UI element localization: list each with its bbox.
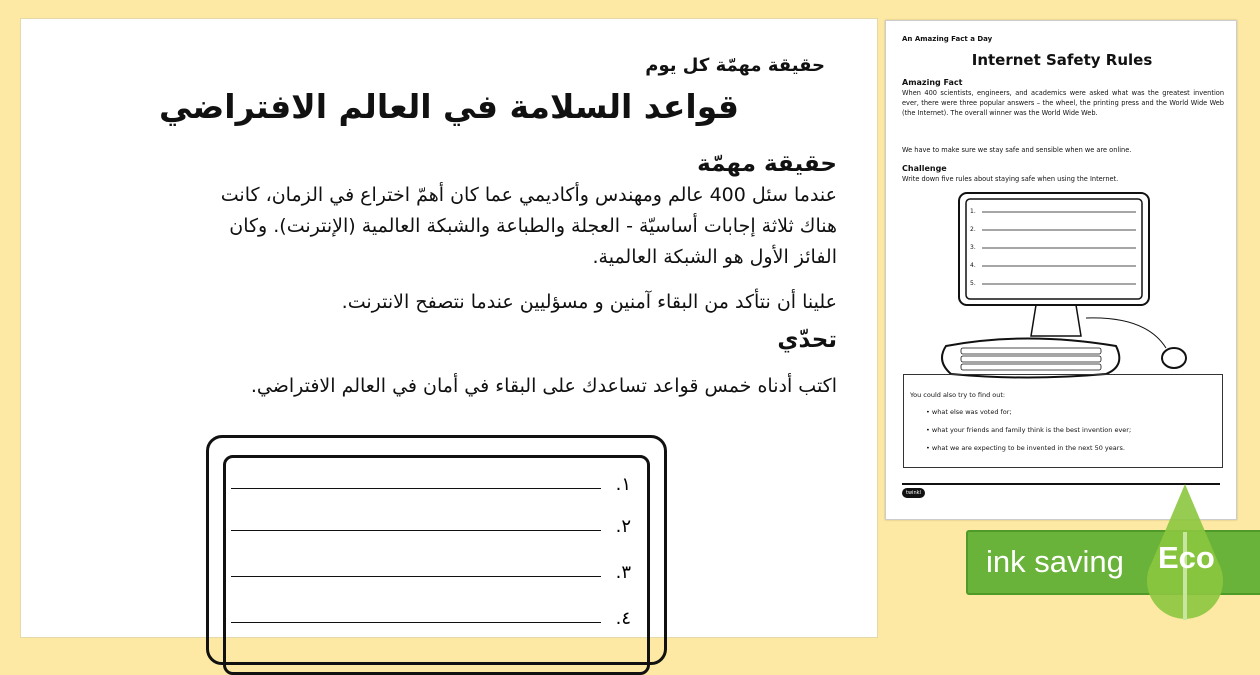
worksheet-title: قواعد السلامة في العالم الافتراضي: [158, 87, 739, 126]
rule-number: ٤.: [615, 608, 631, 629]
challenge-text: اكتب أدناه خمس قواعد تساعدك على البقاء في أمان في العالم الافتراضي.: [250, 375, 837, 397]
rule-line-2[interactable]: [231, 507, 631, 537]
rule-number: ١.: [615, 474, 631, 495]
eco-label: Eco: [1158, 540, 1215, 575]
preview-challenge-text: Write down five rules about staying safe when using the Internet.: [902, 175, 1119, 183]
preview-safety-line: We have to make sure we stay safe and sensible when we are online.: [902, 146, 1132, 154]
computer-drawing: [886, 186, 1238, 386]
preview-fact-heading: Amazing Fact: [902, 78, 963, 87]
fact-line: عندما سئل 400 عالم ومهندس وأكاديمي عما كان أهمّ اختراع في الزمان، كانت: [220, 184, 837, 206]
challenge-heading: تحدّي: [777, 327, 837, 353]
preview-extra-box: [903, 374, 1223, 468]
worksheet-kicker: حقيقة مهمّة كل يوم: [645, 55, 825, 76]
fact-line: الفائز الأول هو الشبكة العالمية.: [592, 246, 837, 268]
preview-rule-number: 4.: [970, 262, 976, 269]
preview-extra-item: • what we are expecting to be invented in the next 50 years.: [926, 444, 1125, 452]
rule-line-4[interactable]: [231, 599, 631, 629]
twinkl-logo: twinkl: [902, 488, 925, 498]
preview-title: Internet Safety Rules: [971, 51, 1153, 69]
preview-extra-item: • what else was voted for;: [926, 408, 1012, 416]
preview-rule-number: 2.: [970, 226, 976, 233]
ink-saving-label: ink saving: [986, 544, 1124, 579]
english-preview-thumbnail[interactable]: [885, 20, 1237, 520]
safety-line: علينا أن نتأكد من البقاء آمنين و مسؤليين عندما نتصفح الانترنت.: [341, 291, 837, 313]
preview-challenge-heading: Challenge: [902, 164, 947, 173]
preview-rule-number: 5.: [970, 280, 976, 287]
preview-kicker: An Amazing Fact a Day: [902, 35, 993, 43]
rule-line-3[interactable]: [231, 553, 631, 583]
worksheet-page: [20, 18, 878, 638]
preview-rule-number: 1.: [970, 208, 976, 215]
preview-rule-number: 3.: [970, 244, 976, 251]
preview-extra-item: • what your friends and family think is the best invention ever;: [926, 426, 1132, 434]
preview-extra-heading: You could also try to find out:: [910, 391, 1006, 399]
fact-heading: حقيقة مهمّة: [697, 151, 837, 177]
fact-line: هناك ثلاثة إجابات أساسيّة - العجلة والطباعة والشبكة العالمية (الإنترنت). وكان: [229, 215, 837, 237]
rule-number: ٢.: [615, 516, 631, 537]
rule-line-1[interactable]: [231, 465, 631, 495]
preview-fact-text: When 400 scientists, engineers, and academics were asked what was the greatest invention ever, there were three popular answers – the wheel, the printing press and the World Wide Web (the Internet). The overall winner was the World Wide Web.: [902, 89, 1224, 117]
rule-number: ٣.: [615, 562, 631, 583]
